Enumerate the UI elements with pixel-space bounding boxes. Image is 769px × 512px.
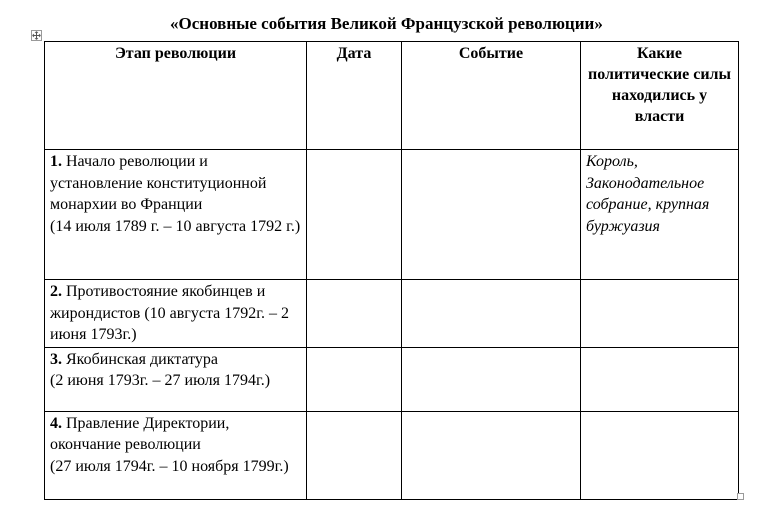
date-cell[interactable] bbox=[307, 280, 402, 348]
document-title: «Основные события Великой Французской революции» bbox=[170, 14, 603, 33]
header-political-forces: Какие политические силы находились у власти bbox=[581, 42, 739, 150]
event-cell[interactable] bbox=[402, 150, 581, 280]
stage-dates: (2 июня 1793г. – 27 июля 1794г.) bbox=[50, 372, 271, 389]
political-forces-cell[interactable] bbox=[581, 280, 739, 348]
political-forces-cell[interactable]: Король, Законодательное собрание, крупная буржуазия bbox=[581, 150, 739, 280]
political-forces-cell[interactable] bbox=[581, 411, 739, 499]
table-row bbox=[45, 150, 739, 280]
table-row bbox=[45, 347, 739, 411]
stage-cell[interactable] bbox=[45, 150, 307, 280]
table-move-handle-icon[interactable] bbox=[31, 30, 42, 41]
stage-number: 3. bbox=[50, 350, 62, 368]
stage-number: 2. bbox=[50, 283, 62, 300]
table-header-row bbox=[45, 42, 739, 150]
stage-name: Начало революции и установление конституционной монархии во Франции bbox=[50, 153, 267, 213]
date-cell[interactable] bbox=[307, 347, 402, 411]
stage-dates: (27 июля 1794г. – 10 ноября 1799г.) bbox=[50, 457, 289, 475]
events-table bbox=[44, 41, 739, 500]
event-cell[interactable] bbox=[402, 411, 581, 499]
stage-number: 4. bbox=[50, 414, 62, 432]
stage-name: Противостояние якобинцев и жирондистов (10 августа 1792г. – 2 июня 1793г.) bbox=[50, 283, 290, 343]
table-row bbox=[45, 280, 739, 348]
stage-cell[interactable] bbox=[45, 280, 307, 348]
header-stage: Этап революции bbox=[45, 42, 307, 150]
date-cell[interactable] bbox=[307, 150, 402, 280]
stage-name: Правление Директории, окончание революции bbox=[50, 414, 230, 453]
political-forces-cell[interactable] bbox=[581, 347, 739, 411]
header-event: Событие bbox=[402, 42, 581, 150]
stage-cell[interactable] bbox=[45, 347, 307, 411]
header-date: Дата bbox=[307, 42, 402, 150]
date-cell[interactable] bbox=[307, 411, 402, 499]
table-resize-handle[interactable] bbox=[737, 493, 744, 500]
stage-number: 1. bbox=[50, 153, 62, 170]
table-row bbox=[45, 411, 739, 499]
event-cell[interactable] bbox=[402, 347, 581, 411]
stage-cell[interactable] bbox=[45, 411, 307, 499]
event-cell[interactable] bbox=[402, 280, 581, 348]
stage-dates: (14 июля 1789 г. – 10 августа 1792 г.) bbox=[50, 217, 301, 235]
stage-name: Якобинская диктатура bbox=[62, 350, 219, 368]
